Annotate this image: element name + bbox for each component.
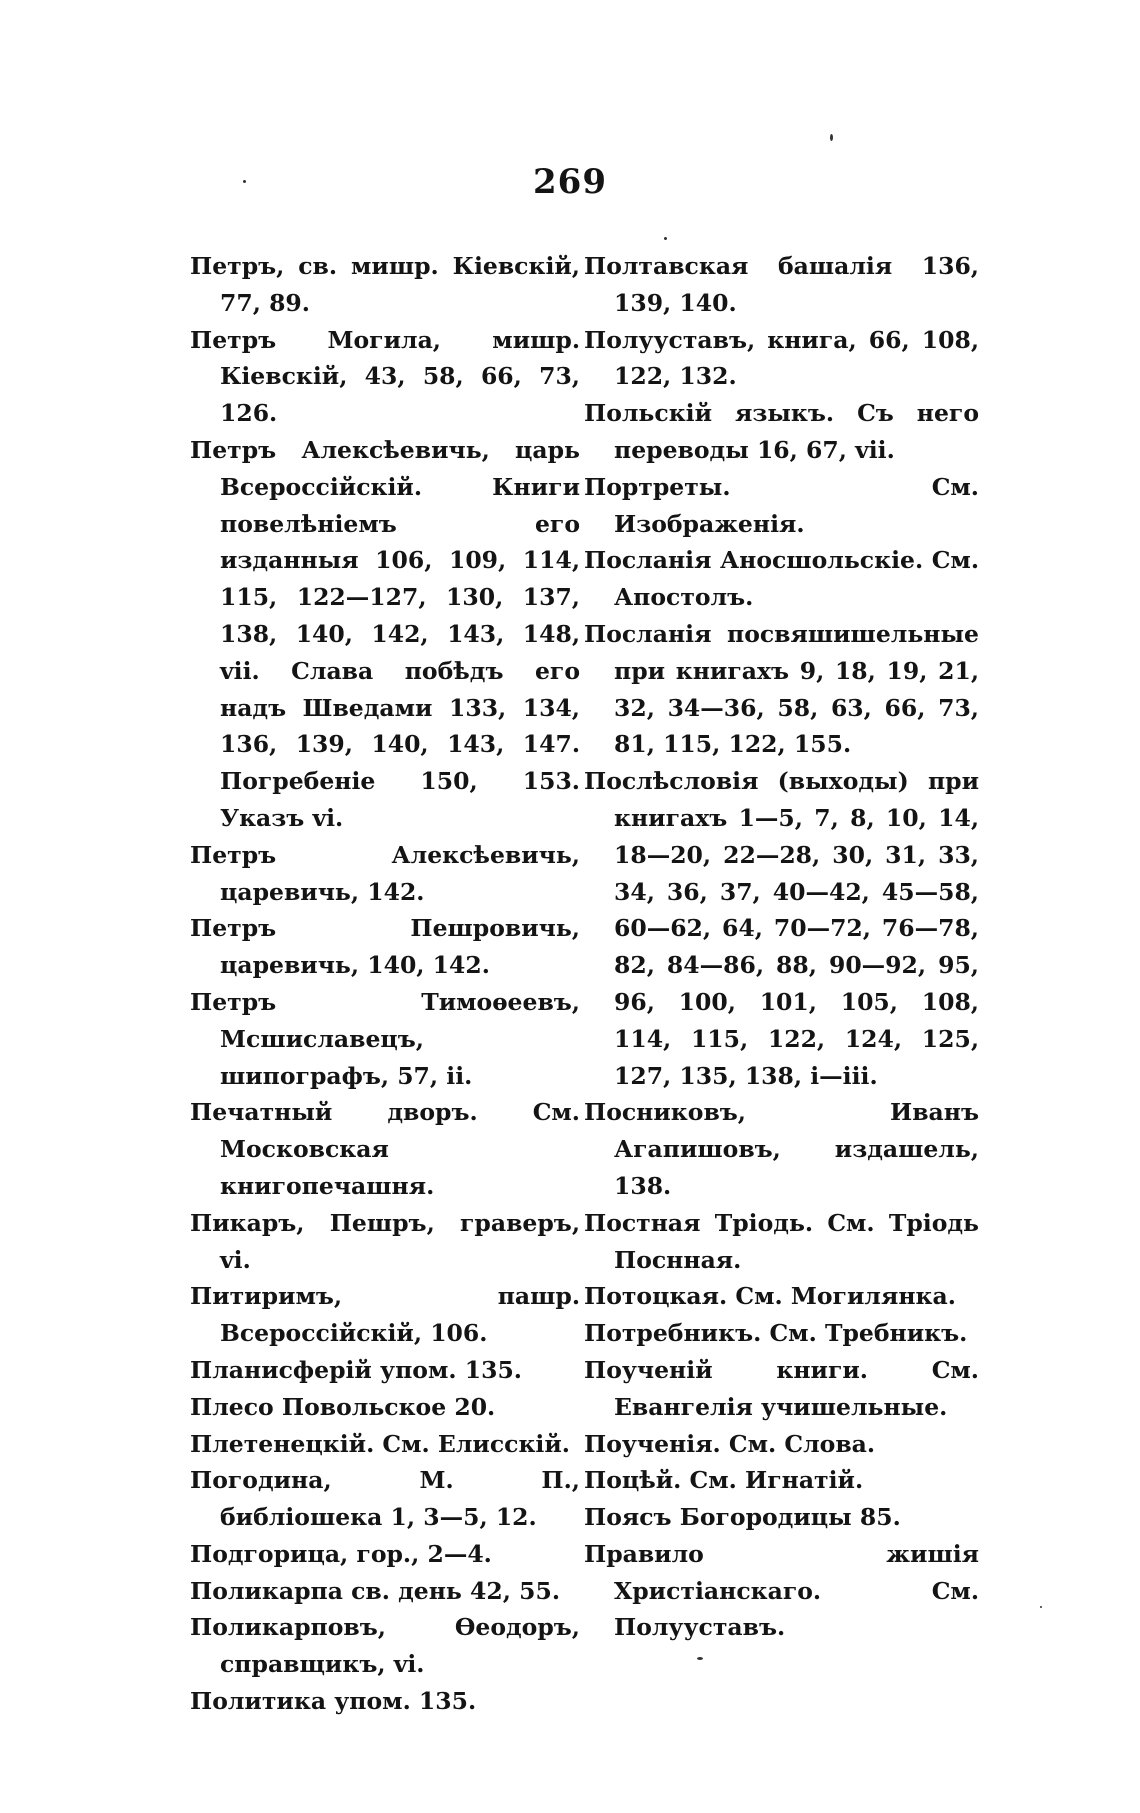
index-entry: Плесо Повольское 20. (190, 1392, 496, 1421)
index-entry: Полтавская башалія 136, 139, 140. (584, 252, 979, 317)
print-speck (664, 237, 667, 240)
index-entry: Полууставъ, книга, 66, 108, 122, 132. (584, 325, 979, 391)
index-entry: Посланія посвяшишельные при книгахъ 9, 18, 19, 21, 32, 34—36, 58, 63, 66, 73, 81, 115, 122, 155. (584, 619, 979, 759)
print-speck (243, 180, 246, 183)
index-entry: Петръ Алексѣевичь, царевичь, 142. (190, 840, 580, 906)
index-column-left (190, 248, 580, 1720)
index-entry: Потребникъ. См. Требникъ. (584, 1319, 968, 1348)
index-entry: Питиримъ, пашр. Всероссійскій, 106. (190, 1282, 580, 1348)
index-entry: Послѣсловія (выходы) при книгахъ 1—5, 7, 8, 10, 14, 18—20, 22—28, 30, 31, 33, 34, 36, 37, 40—42, 45—58, 60—62, 64, 70—72, 76—78, 82, 84—86, 88, 90—92, 95, 96, 100, 101, 105, 108, 114, 115, 122, 124, 125, 127, 135, 138, i—iii. (584, 767, 979, 1090)
print-speck (830, 134, 833, 141)
index-entry: Политика упом. 135. (190, 1687, 477, 1716)
index-entry: Печатный дворъ. См. Московская книгопечашня. (190, 1098, 580, 1200)
index-entry: Петръ, св. мишр. Кіевскій, 77, 89. (190, 252, 580, 317)
index-entry: Петръ Могила, мишр. Кіевскій, 43, 58, 66, 73, 126. (190, 325, 580, 428)
index-entry: Подгорица, гор., 2—4. (190, 1539, 492, 1568)
index-entry: Плетенецкій. См. Елисскій. (190, 1429, 570, 1458)
index-entry: Планисферій упом. 135. (190, 1355, 522, 1384)
index-entry: Погодина, М. П., библіошека 1, 3—5, 12. (190, 1466, 580, 1532)
index-entry: Портреты. См. Изображенія. (584, 472, 979, 538)
index-entry: Поликарпа св. день 42, 55. (190, 1576, 560, 1605)
index-entry: Постная Тріодь. См. Тріодь Поснная. (584, 1208, 979, 1274)
print-speck (697, 1657, 703, 1660)
index-entry: Пикаръ, Пешръ, граверъ, vi. (190, 1208, 580, 1274)
index-entry: Посланія Аносшольскіе. См. Апостолъ. (584, 546, 979, 612)
index-entry: Правило жишія Христіанскаго. См. Полууставъ. (584, 1539, 979, 1642)
index-entry: Поликарповъ, Ѳеодоръ, справщикъ, vi. (190, 1613, 580, 1679)
index-entry: Потоцкая. См. Могилянка. (584, 1282, 956, 1311)
index-entry: Поцѣй. См. Игнатій. (584, 1466, 864, 1495)
print-speck (1040, 1606, 1042, 1608)
index-entry: Поясъ Богородицы 85. (584, 1503, 901, 1532)
index-entry: Поученій книги. См. Евангелія учишельные. (584, 1355, 979, 1421)
index-entry: Поученія. См. Слова. (584, 1429, 876, 1458)
index-entry: Польскій языкъ. Съ него переводы 16, 67, vii. (584, 399, 979, 464)
index-entry: Петръ Тимоѳеевъ, Мсшиславецъ, шипографъ, 57, ii. (190, 987, 580, 1090)
page-number: 269 (533, 162, 607, 202)
index-column-right (584, 248, 979, 1646)
index-entry: Посниковъ, Иванъ Агапишовъ, издашель, 138. (584, 1098, 979, 1200)
index-entry: Петръ Алексѣевичь, царь Всероссійскій. Книги повелѣніемъ его изданныя 106, 109, 114, 115, 122—127, 130, 137, 138, 140, 142, 143, 148, vii. Слава побѣдъ его надъ Шведами 133, 134, 136, 139, 140, 143, 147. Погребеніе 150, 153. Указъ vi. (190, 435, 580, 832)
index-entry: Петръ Пешровичь, царевичь, 140, 142. (190, 914, 580, 980)
